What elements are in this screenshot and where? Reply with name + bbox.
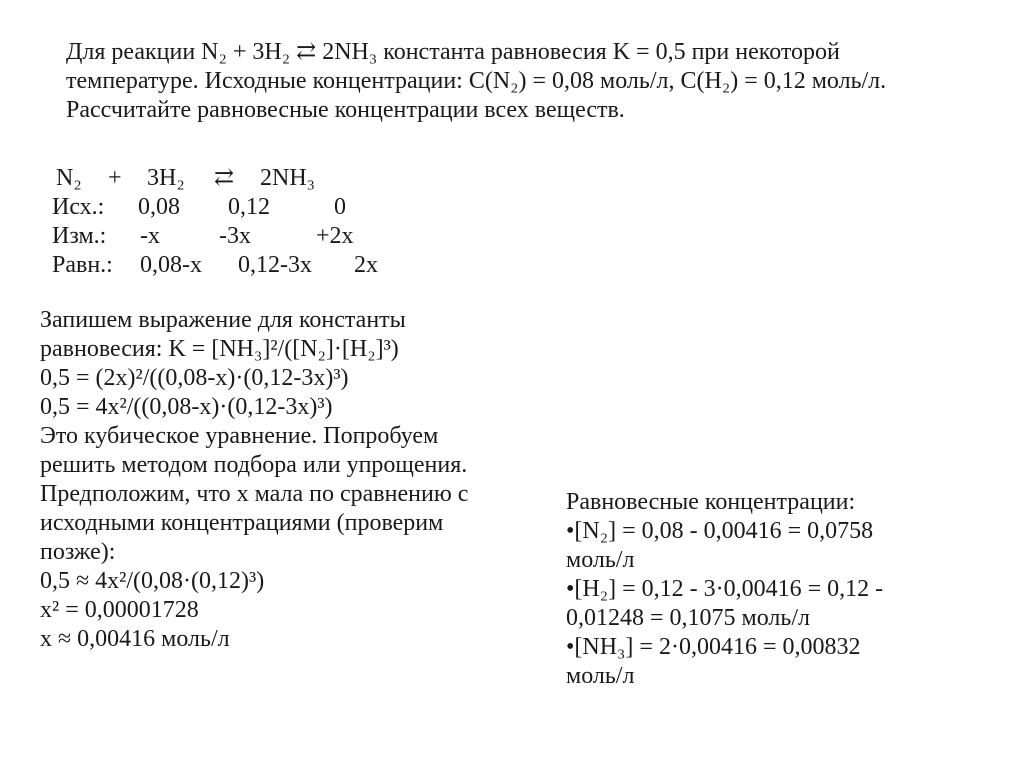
ice-cell-h2: -3x [219, 223, 251, 249]
ice-cell-nh3: 2x [354, 252, 378, 278]
solution-line: Предположим, что x мала по сравнению с [40, 481, 469, 507]
ice-header-nh3: 2NH₃ [260, 165, 316, 191]
solution-line: Запишем выражение для константы [40, 307, 406, 333]
ice-row-equilibrium [52, 251, 412, 280]
solution-line: равновесия: K = [NH₃]²/([N₂]·[H₂]³) [40, 336, 399, 362]
ice-row-label: Равн.: [52, 252, 113, 278]
ice-header-h2: 3H₂ [147, 165, 185, 191]
ice-cell-n2: 0,08-x [140, 252, 202, 278]
results-line: •[NH₃] = 2·0,00416 = 0,00832 [566, 634, 861, 660]
solution-line: 0,5 ≈ 4x²/(0,08·(0,12)³) [40, 568, 265, 594]
ice-cell-n2: -x [140, 223, 160, 249]
ice-row-label: Изм.: [52, 223, 107, 249]
ice-cell-h2: 0,12 [228, 194, 270, 220]
ice-header-row [52, 164, 412, 193]
solution-line: 0,5 = 4x²/((0,08-x)·(0,12-3x)³) [40, 394, 333, 420]
problem-line: Для реакции N₂ + 3H₂ ⇄ 2NH₃ константа равновесия K = 0,5 при некоторой [66, 39, 840, 65]
ice-cell-nh3: +2x [316, 223, 354, 249]
ice-row-change [52, 222, 412, 251]
solution-line: позже): [40, 539, 116, 565]
ice-cell-nh3: 0 [334, 194, 346, 220]
ice-table [52, 164, 412, 280]
ice-header-arrow: ⇄ [214, 165, 235, 191]
ice-cell-h2: 0,12-3x [238, 252, 312, 278]
solution-line: x ≈ 0,00416 моль/л [40, 626, 230, 652]
results-line: 0,01248 = 0,1075 моль/л [566, 605, 810, 631]
ice-header-n2: N₂ [56, 165, 82, 191]
ice-row-label: Исх.: [52, 194, 105, 220]
solution-line: Это кубическое уравнение. Попробуем [40, 423, 439, 449]
ice-row-initial [52, 193, 412, 222]
results-line: •[N₂] = 0,08 - 0,00416 = 0,0758 [566, 518, 874, 544]
problem-statement [66, 38, 886, 125]
results-line: Равновесные концентрации: [566, 489, 856, 515]
solution-steps [40, 306, 468, 654]
ice-header-plus: + [108, 165, 122, 191]
results-line: •[H₂] = 0,12 - 3·0,00416 = 0,12 - [566, 576, 884, 602]
solution-line: x² = 0,00001728 [40, 597, 199, 623]
ice-cell-n2: 0,08 [138, 194, 180, 220]
problem-line: температуре. Исходные концентрации: C(N₂) = 0,08 моль/л, C(H₂) = 0,12 моль/л. [66, 68, 887, 94]
results-line: моль/л [566, 547, 635, 573]
results-line: моль/л [566, 663, 635, 689]
problem-line: Рассчитайте равновесные концентрации всех веществ. [66, 97, 625, 123]
solution-line: решить методом подбора или упрощения. [40, 452, 468, 478]
solution-line: исходными концентрациями (проверим [40, 510, 444, 536]
solution-line: 0,5 = (2x)²/((0,08-x)·(0,12-3x)³) [40, 365, 349, 391]
equilibrium-results [566, 488, 883, 691]
